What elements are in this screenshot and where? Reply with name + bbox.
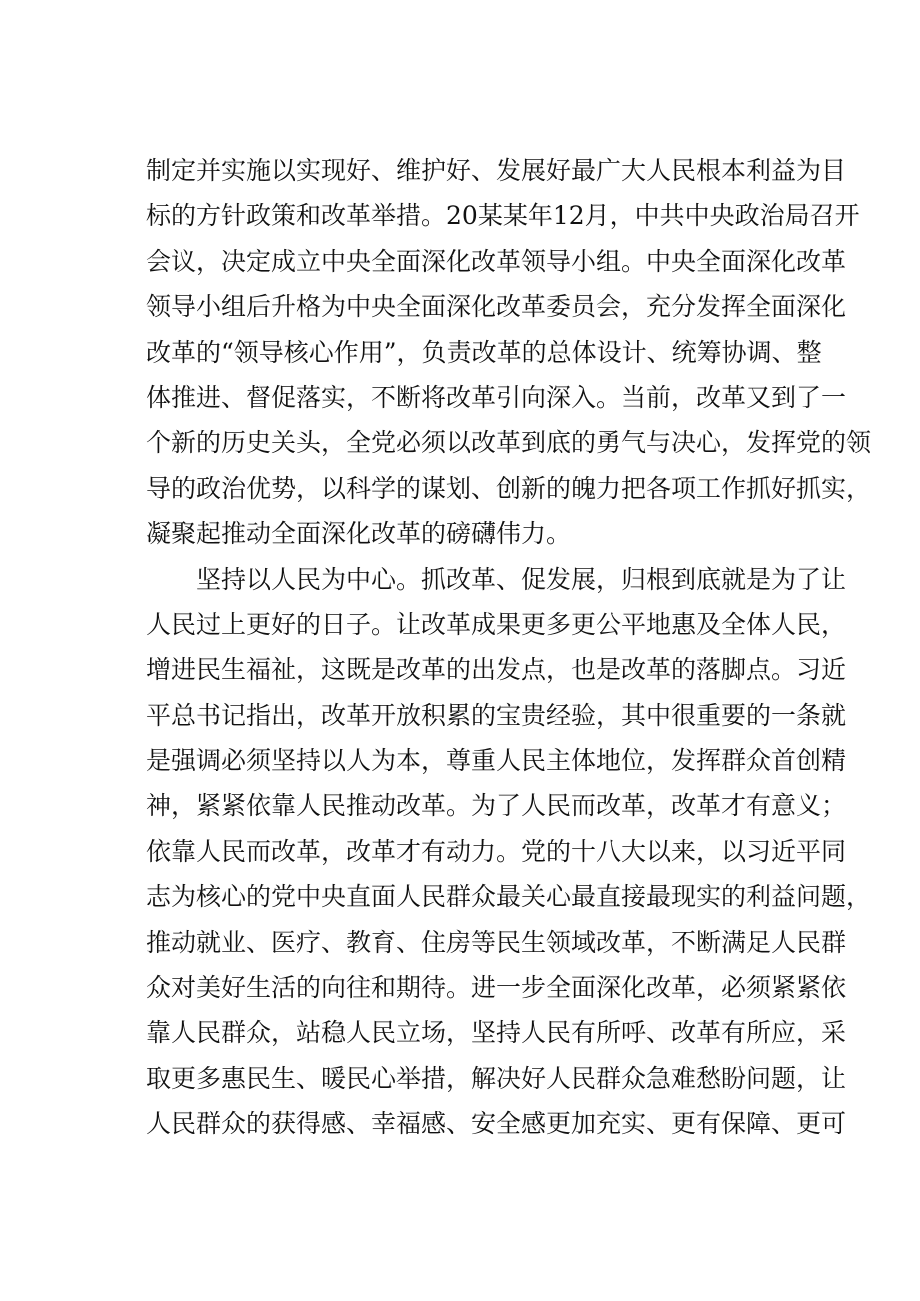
text-line: 个新的历史关头，全党必须以改革到底的勇气与决心，发挥党的领 bbox=[146, 428, 872, 458]
text-line: 体推进、督促落实，不断将改革引向深入。当前，改革又到了一 bbox=[146, 382, 847, 412]
text-line: 会议，决定成立中央全面深化改革领导小组。中央全面深化改革 bbox=[146, 246, 847, 276]
text-line: 众对美好生活的向往和期待。进一步全面深化改革，必须紧紧依 bbox=[146, 973, 847, 1003]
text-line: 人民群众的获得感、幸福感、安全感更加充实、更有保障、更可 bbox=[146, 1109, 847, 1139]
text-line: 依靠人民而改革，改革才有动力。党的十八大以来，以习近平同 bbox=[146, 836, 847, 866]
text-line: 志为核心的党中央直面人民群众最关心最直接最现实的利益问题， bbox=[146, 882, 872, 912]
text-line: 平总书记指出，改革开放积累的宝贵经验，其中很重要的一条就 bbox=[146, 700, 847, 730]
text-line: 人民过上更好的日子。让改革成果更多更公平地惠及全体人民， bbox=[146, 609, 847, 639]
text-line: 靠人民群众，站稳人民立场，坚持人民有所呼、改革有所应，采 bbox=[146, 1018, 847, 1048]
text-line: 是强调必须坚持以人为本，尊重人民主体地位，发挥群众首创精 bbox=[146, 746, 847, 776]
text-line: 坚持以人民为中心。抓改革、促发展，归根到底就是为了让 bbox=[196, 564, 847, 594]
text-line: 标的方针政策和改革举措。20某某年12月，中共中央政治局召开 bbox=[146, 201, 860, 231]
text-line: 制定并实施以实现好、维护好、发展好最广大人民根本利益为目 bbox=[146, 156, 847, 185]
paragraph bbox=[146, 557, 872, 1147]
text-line: 导的政治优势，以科学的谋划、创新的魄力把各项工作抓好抓实， bbox=[146, 473, 872, 503]
text-line: 神，紧紧依靠人民推动改革。为了人民而改革，改革才有意义； bbox=[146, 791, 847, 821]
text-line: 凝聚起推动全面深化改革的磅礴伟力。 bbox=[146, 519, 572, 549]
text-line: 改革的“领导核心作用”，负责改革的总体设计、统筹协调、整 bbox=[146, 337, 822, 367]
document-body bbox=[146, 148, 872, 1147]
text-line: 领导小组后升格为中央全面深化改革委员会，充分发挥全面深化 bbox=[146, 292, 847, 322]
text-line: 增进民生福祉，这既是改革的出发点，也是改革的落脚点。习近 bbox=[146, 655, 847, 685]
text-line: 取更多惠民生、暖民心举措，解决好人民群众急难愁盼问题，让 bbox=[146, 1063, 847, 1093]
paragraph bbox=[146, 148, 872, 557]
text-line: 推动就业、医疗、教育、住房等民生领域改革，不断满足人民群 bbox=[146, 927, 847, 957]
